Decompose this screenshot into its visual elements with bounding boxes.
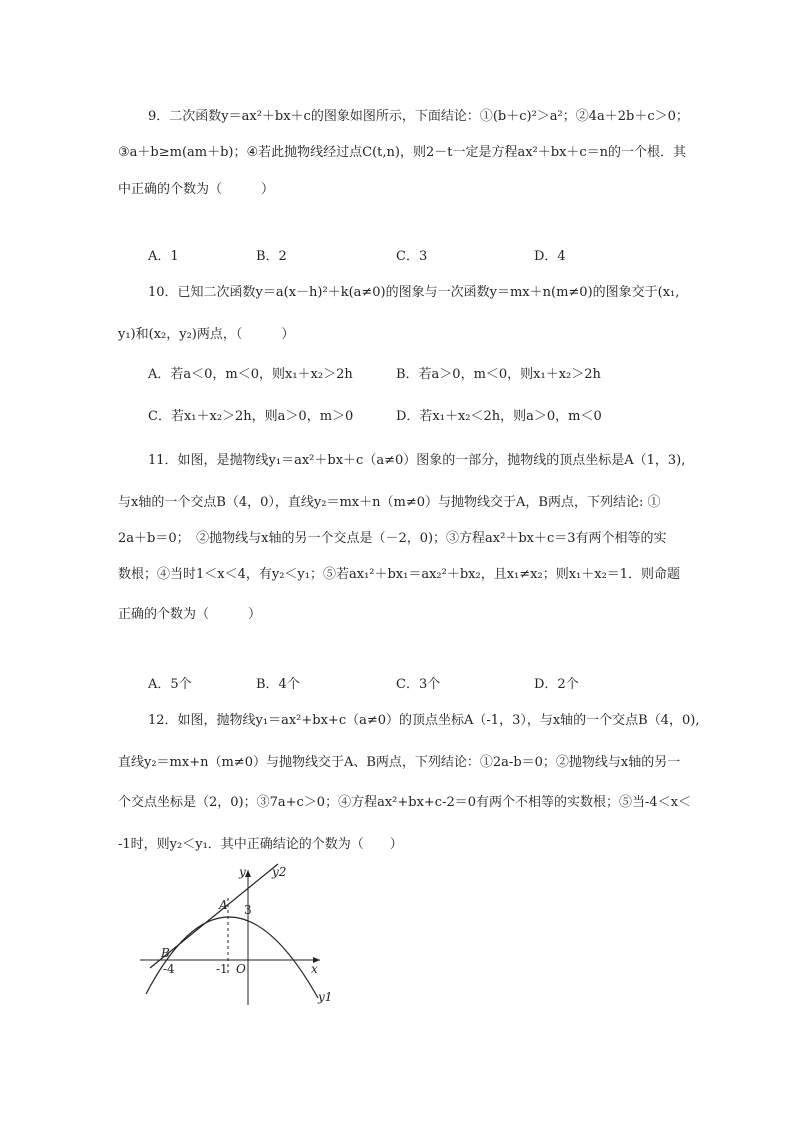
label-y: y	[239, 865, 246, 879]
q11-option-b: B．4个	[256, 677, 300, 692]
q11-line-2: 与x轴的一个交点B（4，0），直线y₂＝mx＋n（m≠0）与抛物线交于A，B两点，下列结论: ①	[118, 495, 661, 510]
q10-line-1: 10．已知二次函数y＝a(x－h)²＋k(a≠0)的图象与一次函数y＝mx＋n(m≠0)的图象交于(x₁,	[148, 285, 680, 300]
q11-option-d: D．2个	[534, 677, 579, 692]
label-a: A	[219, 898, 228, 912]
parabola-y1	[146, 917, 318, 998]
q9-option-c: C．3	[396, 249, 428, 264]
y-axis-arrow	[245, 870, 251, 877]
label-y1: y1	[318, 990, 333, 1004]
q11-option-a: A．5个	[148, 677, 192, 692]
q11-line-5: 正确的个数为（ ）	[118, 607, 262, 622]
q9-line-1: 9．二次函数y＝ax²＋bx＋c的图象如图所示，下面结论：①(b＋c)²＞a²；②4a＋2b＋c＞0；	[148, 109, 689, 124]
label-y2: y2	[272, 865, 287, 879]
q12-line-2: 直线y₂＝mx+n（m≠0）与抛物线交于A、B两点，下列结论：①2a-b＝0；②抛物线与x轴的另一	[118, 755, 681, 770]
label-3: 3	[244, 903, 252, 917]
q10-option-d: D．若x₁＋x₂＜2h，则a＞0，m＜0	[396, 409, 602, 424]
q12-line-1: 12．如图，抛物线y₁＝ax²+bx+c（a≠0）的顶点坐标A（-1，3），与x轴的一个交点B（4，0),	[148, 713, 700, 728]
q9-option-a: A．1	[148, 249, 179, 264]
label-neg1: -1	[216, 962, 228, 976]
q9-line-3: 中正确的个数为（ ）	[118, 182, 275, 197]
q10-option-c: C．若x₁＋x₂＞2h，则a＞0，m＞0	[148, 409, 354, 424]
q11-option-c: C．3个	[396, 677, 441, 692]
q11-line-3: 2a＋b＝0； ②抛物线与x轴的另一个交点是（－2，0)；③方程ax²＋bx＋c＝3有两个相等的实	[118, 531, 667, 546]
parabola-line-figure	[140, 860, 340, 1010]
label-x: x	[311, 962, 318, 976]
q10-option-b: B．若a＞0，m＜0，则x₁＋x₂＞2h	[396, 367, 601, 382]
q9-option-d: D．4	[534, 249, 566, 264]
label-b: B	[161, 946, 170, 960]
q9-line-2: ③a＋b≥m(am＋b)；④若此抛物线经过点C(t,n)，则2－t一定是方程ax²＋bx＋c＝n的一个根．其	[118, 145, 687, 160]
q12-line-3: 个交点坐标是（2，0)；③7a+c＞0；④方程ax²+bx+c-2＝0有两个不相等的实数根；⑤当-4＜x＜	[118, 795, 692, 810]
label-origin: O	[236, 962, 246, 976]
q12-line-4: -1时，则y₂＜y₁．其中正确结论的个数为（ ）	[118, 837, 403, 852]
q11-line-1: 11．如图，是抛物线y₁＝ax²＋bx＋c（a≠0）图象的一部分，抛物线的顶点坐标是A（1，3),	[148, 453, 686, 468]
q10-option-a: A．若a＜0，m＜0，则x₁＋x₂＞2h	[148, 367, 353, 382]
q11-line-4: 数根；④当时1＜x＜4，有y₂＜y₁；⑤若ax₁²＋bx₁＝ax₂²＋bx₂，且x₁≠x₂；则x₁＋x₂＝1．则命题	[118, 567, 681, 582]
q10-line-2: y₁)和(x₂，y₂)两点，（ ）	[118, 327, 295, 342]
q9-option-b: B．2	[256, 249, 287, 264]
label-neg4: -4	[163, 962, 175, 976]
